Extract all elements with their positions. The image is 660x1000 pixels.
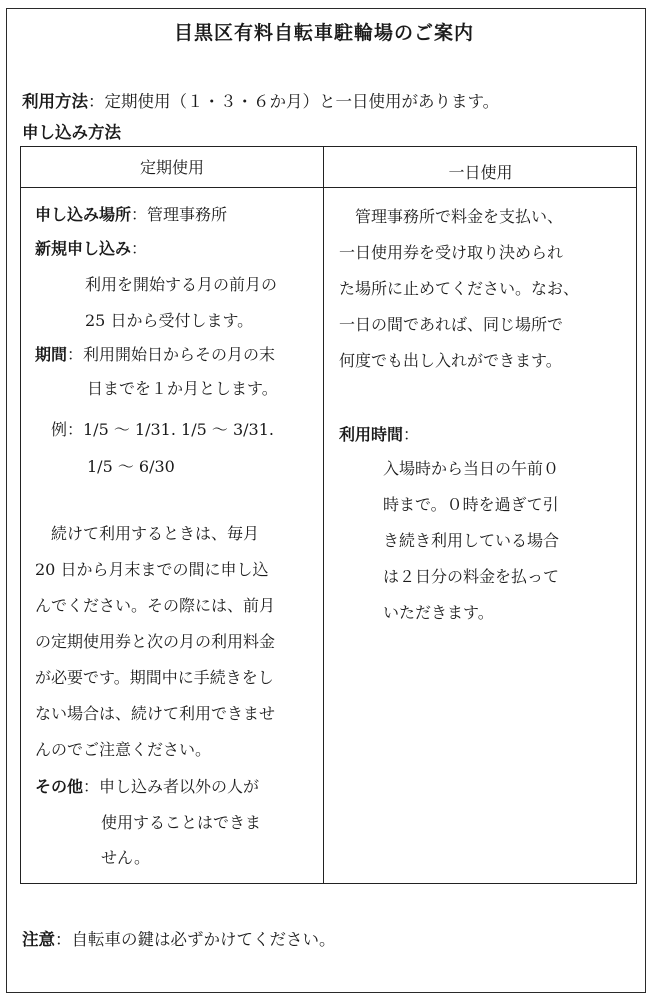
daily-pay-line: 一日使用券を受け取り決められ xyxy=(339,243,564,262)
example-line-2: 1/5 〜 6/30 xyxy=(87,457,175,476)
apply-heading: 申し込み方法 xyxy=(22,123,121,142)
place-row xyxy=(35,197,227,233)
other-line-1: ：申し込み者以外の人が xyxy=(83,777,260,796)
other-row xyxy=(35,769,259,805)
renew-line: ない場合は、続けて利用できませ xyxy=(35,704,276,723)
other-line-2: 使用することはできま xyxy=(101,813,262,832)
header-regular-use: 定期使用 xyxy=(139,158,204,177)
renew-line: んでください。その際には、前月 xyxy=(35,596,276,615)
hours-line: いただきます。 xyxy=(383,603,494,622)
new-apply-label: 新規申し込み xyxy=(35,239,132,258)
hours-line: 入場時から当日の午前０ xyxy=(383,459,560,478)
example-line-1: 例：1/5 〜 1/31. 1/5 〜 3/31. xyxy=(51,420,274,439)
apply-table xyxy=(20,146,637,884)
renew-line: が必要です。期間中に手続きをし xyxy=(35,668,274,687)
period-row xyxy=(35,337,275,373)
new-apply-row xyxy=(35,231,147,267)
renew-line: んのでご注意ください。 xyxy=(35,740,212,759)
daily-pay-line: 一日の間であれば、同じ場所で xyxy=(339,315,564,334)
usage-line xyxy=(22,88,499,112)
renew-line: の定期使用券と次の月の利用料金 xyxy=(35,632,276,651)
daily-pay-paragraph xyxy=(339,199,579,379)
hours-row xyxy=(339,417,419,453)
period-label: 期間 xyxy=(35,345,68,364)
hours-line: は２日分の料金を払って xyxy=(383,567,560,586)
page-title: 目黒区有料自転車駐輪場のご案内 xyxy=(173,22,474,44)
renew-line: 20 日から月末までの間に申し込 xyxy=(35,560,269,579)
daily-pay-line: た場所に止めてください。なお、 xyxy=(339,279,580,298)
caution-label: 注意 xyxy=(22,930,55,949)
daily-pay-line: 何度でも出し入れができます。 xyxy=(339,351,562,370)
new-apply-colon: ： xyxy=(131,239,148,258)
period-line-2: 日までを１か月とします。 xyxy=(87,379,278,398)
new-apply-line-2: 25 日から受付します。 xyxy=(85,311,254,330)
new-apply-line-1: 利用を開始する月の前月の xyxy=(85,275,278,294)
place-text: ：管理事務所 xyxy=(131,205,228,224)
header-daily-use: 一日使用 xyxy=(448,163,513,182)
header-divider xyxy=(21,187,636,188)
period-line-1: ：利用開始日からその月の末 xyxy=(67,345,276,364)
column-divider xyxy=(323,147,324,883)
usage-text: ：定期使用（１・３・６か月）と一日使用があります。 xyxy=(88,92,500,111)
hours-line: き続き利用している場合 xyxy=(383,531,560,550)
hours-colon: ： xyxy=(403,425,420,444)
other-line-3: せん。 xyxy=(101,848,150,867)
usage-label: 利用方法 xyxy=(22,92,88,111)
place-label: 申し込み場所 xyxy=(35,205,132,224)
hours-paragraph xyxy=(383,451,559,631)
renew-paragraph xyxy=(35,516,275,768)
hours-label: 利用時間 xyxy=(339,425,404,444)
caution-line xyxy=(22,926,336,950)
other-label: その他 xyxy=(35,777,84,796)
hours-line: 時まで。０時を過ぎて引 xyxy=(383,495,559,514)
daily-pay-line: 管理事務所で料金を支払い、 xyxy=(339,207,564,226)
renew-line: 続けて利用するときは、毎月 xyxy=(35,524,260,543)
caution-text: ：自転車の鍵は必ずかけてください。 xyxy=(55,930,336,949)
